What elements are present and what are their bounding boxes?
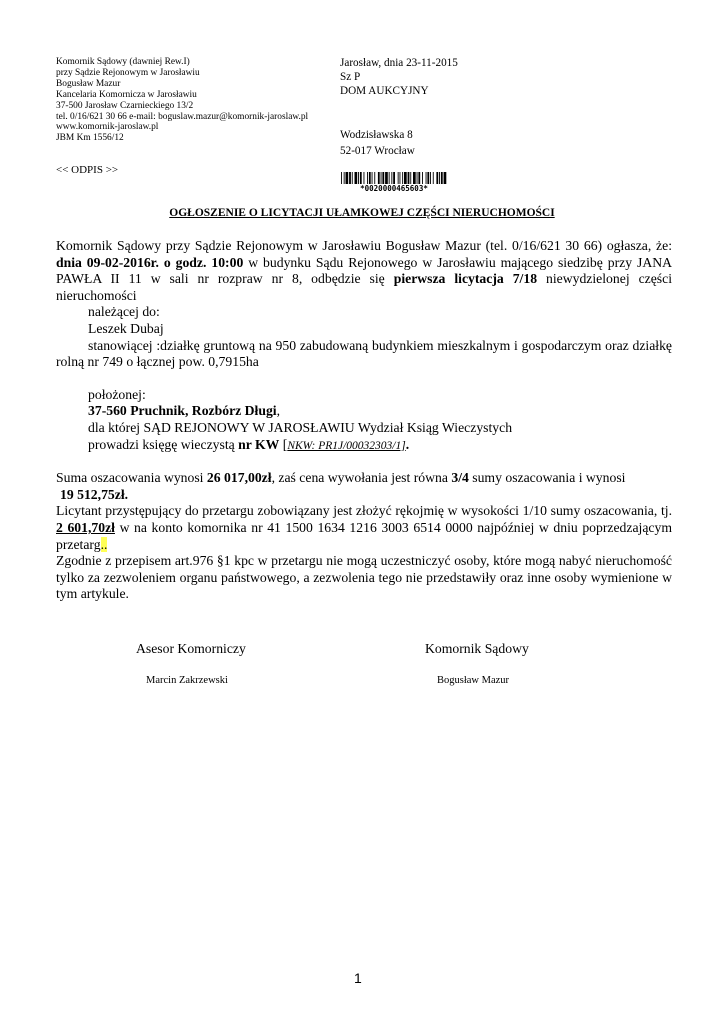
barcode-bar [402,172,403,184]
text: prowadzi księgę wieczystą [88,436,239,452]
location [56,403,672,420]
barcode-bar [418,172,420,184]
text: [ [279,436,288,452]
barcode-bar [400,172,401,184]
odpis-label: << ODPIS >> [56,164,119,176]
sender-line: JBM Km 1556/12 [56,133,124,144]
barcode-bar [344,172,345,184]
barcode-bar [410,172,411,184]
barcode-bar [426,172,427,184]
sender-line: Komornik Sądowy (dawniej Rew.I) [56,57,190,67]
sender-line: Kancelaria Komornicza w Jarosławiu [56,89,197,100]
barcode-bar [374,172,375,184]
barcode-bar [352,172,353,184]
sender-line: www.komornik-jaroslaw.pl [56,122,159,133]
recipient-city: 52-017 Wrocław [340,145,415,157]
barcode-text: *0020000465603* [360,184,428,192]
signature-right-title: Komornik Sądowy [425,641,529,656]
barcode-bar [427,172,429,184]
barcode-bar [430,172,431,184]
barcode [340,172,448,192]
price-fraction: 3/4 [451,470,469,486]
barcode-bar [378,172,380,184]
barcode-bar [444,172,447,184]
land-register [56,437,672,455]
text: niewydzielonej części nieruchomości [56,271,673,303]
barcode-bar [436,172,438,184]
text: Komornik Sądowy przy Sądzie Rejonowym w Jarosławiu Bogusław Mazur (tel. 0/16/621 30 66) ogłasza, że: [56,238,672,253]
barcode-bar [372,172,373,184]
sender-line: przy Sądzie Rejonowym w Jarosławiu [56,67,200,78]
property-description: stanowiącej :działkę gruntową na 950 zabudowaną budynkiem mieszkalnym i gospodarczym oraz działkę rolną nr 749 o łącznej pow. 0,7915ha [56,337,672,370]
court-info: dla której SĄD REJONOWY W JAROSŁAWIU Wydział Ksiąg Wieczystych [88,419,513,435]
barcode-bar [364,172,365,184]
announcement-body [56,238,672,603]
date-block [340,56,458,98]
auction-date: dnia 09-02-2016r. o godz. 10:00 [56,254,244,270]
barcode-bar [381,172,382,184]
barcode-bar [408,172,410,184]
barcode-bar [355,172,358,184]
sender-line: Bogusław Mazur [56,78,121,89]
text: . [405,436,410,452]
starting-price [56,487,672,504]
sender-block [56,57,336,144]
barcode-bar [349,172,351,184]
barcode-graphic [340,172,448,192]
location-label: położonej: [88,386,146,402]
deposit-amount: 2 601,70zł [56,519,115,535]
valuation-amount: 26 017,00zł [206,470,272,486]
announcement-title: OGŁOSZENIE O LICYTACJI UŁAMKOWEJ CZĘŚCI NIERUCHOMOŚCI [169,207,555,219]
barcode-bar [413,172,416,184]
legal-paragraph: Zgodnie z przepisem art.976 §1 kpc w przetargu nie mogą uczestniczyć osoby, które mogą nabyć nieruchomość tylko za zezwoleniem organu państwowego, a zezwolenia tego nie przedstawiły oraz inne osoby wymienione w tym artykule. [56,553,672,602]
text: , [276,403,281,419]
barcode-bar [346,172,349,184]
sender-line: tel. 0/16/621 30 66 e-mail: boguslaw.mazur@komornik-jaroslaw.pl [56,111,309,122]
barcode-bar [439,172,440,184]
text: Licytant przystępujący do przetargu zobowiązany jest złożyć rękojmię w wysokości 1/10 sumy oszacowania, tj. [56,503,672,519]
starting-price-amount: 19 512,75zł. [60,486,129,502]
barcode-bar [441,172,443,184]
deposit-paragraph [56,503,672,553]
barcode-bar [385,172,388,184]
barcode-bar [389,172,390,184]
paragraph-intro [56,238,672,304]
barcode-bar [358,172,359,184]
barcode-bar [433,172,434,184]
barcode-bar [369,172,371,184]
barcode-bar [341,172,342,184]
sender-line: 37-500 Jarosław Czarnieckiego 13/2 [56,100,194,111]
text: w na konto komornika nr 41 1500 1634 1216 3003 6514 0000 najpóźniej w dniu poprzedzającym przetarg [56,519,672,552]
barcode-bar [417,172,418,184]
barcode-bar [367,172,368,184]
text: w budynku Sądu Rejonowego w Jarosławiu mającego siedzibę przy JANA PAWŁA II 11 w sali nr rozpraw nr 8, odbędzie się [56,254,672,287]
text: , zaś cena wywołania jest równa [271,470,452,486]
barcode-bar [398,172,399,184]
barcode-bar [422,172,423,184]
salutation: Sz P [340,71,361,83]
barcode-bar [360,172,362,184]
share-fraction: 7/18 [503,271,538,287]
highlight: .. [100,536,108,552]
barcode-bar [391,172,392,184]
signature-right-name: Bogusław Mazur [437,675,510,686]
barcode-bar [404,172,407,184]
place-date: Jarosław, dnia 23-11-2015 [340,57,458,69]
recipient-name: DOM AUKCYJNY [340,85,429,97]
auction-type: pierwsza licytacja [393,271,504,287]
location-address: 37-560 Pruchnik, Rozbórz Długi [88,403,277,419]
recipient-address [340,127,415,159]
kw-number: NKW: PR1J/00032303/1] [287,439,406,452]
text: sumy oszacowania i wynosi [468,470,626,486]
owner-label: należącej do: [88,304,160,320]
barcode-bar [393,172,395,184]
text: Suma oszacowania wynosi [56,470,207,486]
recipient-street: Wodzisławska 8 [340,129,413,141]
kw-label: nr KW [238,436,280,452]
barcode-bar [382,172,384,184]
owner-name: Leszek Dubaj [88,320,164,336]
page-number: 1 [354,970,362,986]
signature-left-title: Asesor Komorniczy [136,641,246,656]
valuation [56,470,672,487]
signature-left-name: Marcin Zakrzewski [146,675,228,686]
